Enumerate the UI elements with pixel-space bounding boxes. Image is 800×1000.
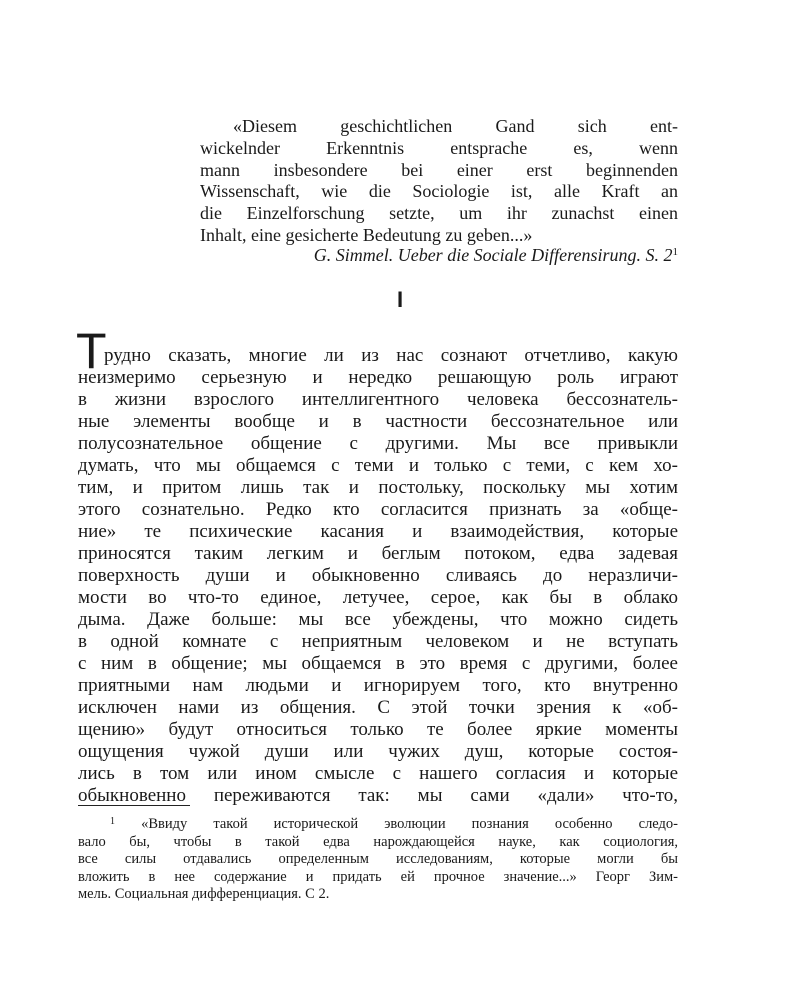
- footnote-divider: [78, 805, 190, 806]
- body-line: полусознательное общение с другими. Мы все привыкли: [78, 433, 678, 454]
- footnote-line: все силы отдавались определенным исследованиям, которые могли бы: [78, 851, 678, 868]
- body-line: в жизни взрослого интеллигентного человека бессознатель-: [78, 389, 678, 410]
- body-line: с ним в общение; мы общаемся в это время с другими, более: [78, 653, 678, 674]
- body-line: дыма. Даже больше: мы все убеждены, что можно сидеть: [78, 609, 678, 630]
- body-line: мости во что-то единое, летучее, серое, как бы в облако: [78, 587, 678, 608]
- epigraph-line: die Einzelforschung setzte, um ihr zunachst einen: [200, 203, 678, 224]
- body-line: думать, что мы общаемся с теми и только с теми, с кем хо-: [78, 455, 678, 476]
- body-line: щению» будут относиться только те более яркие моменты: [78, 719, 678, 740]
- epigraph-line: Wissenschaft, wie die Sociologie ist, alle Kraft an: [200, 181, 678, 202]
- body-line: этого сознательно. Редко кто согласится признать за «обще-: [78, 499, 678, 520]
- body-line: рудно сказать, многие ли из нас сознают отчетливо, какую: [104, 345, 678, 366]
- epigraph: [200, 116, 678, 247]
- footnote-line: вложить в нее содержание и придать ей прочное значение...» Георг Зим-: [78, 868, 678, 885]
- epigraph-line: wickelnder Erkenntnis entsprache es, wenn: [200, 137, 678, 158]
- body-line: лись в том или ином смысле с нашего согласия и которые: [78, 763, 678, 784]
- body-line: обыкновенно переживаются так: мы сами «дали» что-то,: [78, 785, 678, 806]
- footnote: [78, 813, 678, 904]
- chapter-heading: I: [396, 287, 404, 312]
- footnote-line: [78, 813, 678, 834]
- footnote-line: мель. Социальная дифференциация. С 2.: [78, 886, 330, 903]
- body-line: неизмеримо серьезную и нередко решающую роль играют: [78, 367, 678, 388]
- footnote-line: вало бы, чтобы в такой едва нарождающейся науке, как социология,: [78, 833, 678, 850]
- footnote-line-text: «Ввиду такой исторической эволюции познания особенно следо-: [141, 816, 679, 832]
- epigraph-attribution: [200, 245, 678, 266]
- body-line: ные элементы вообще и в частности бессознательное или: [78, 411, 678, 432]
- footnote-reference[interactable]: 1: [672, 246, 678, 258]
- epigraph-line: Inhalt, eine gesicherte Bedeutung zu geben...»: [200, 224, 533, 245]
- body-line: ощущения чужой души или чужих душ, которые состоя-: [78, 741, 678, 762]
- body-text: [78, 345, 678, 807]
- body-line: исключен нами из общения. С этой точки зрения к «об-: [78, 697, 678, 718]
- body-line: в одной комнате с неприятным человеком и не вступать: [78, 631, 678, 652]
- epigraph-line: mann insbesondere bei einer erst beginnenden: [200, 159, 678, 180]
- attribution-text: G. Simmel. Ueber die Sociale Differensirung. S. 2: [313, 245, 673, 265]
- body-line: приносятся таким легким и беглым потоком, едва задевая: [78, 543, 678, 564]
- footnote-marker: 1: [110, 816, 115, 827]
- body-line: приятными нам людьми и игнорируем того, кто внутренно: [78, 675, 678, 696]
- epigraph-line: «Diesem geschichtlichen Gand sich ent-: [233, 116, 678, 136]
- drop-cap: Т: [76, 323, 107, 379]
- body-line: ние» те психические касания и взаимодействия, которые: [78, 521, 678, 542]
- body-line: тим, и притом лишь так и постольку, поскольку мы хотим: [78, 477, 678, 498]
- body-line: поверхность души и обыкновенно сливаясь до неразличи-: [78, 565, 678, 586]
